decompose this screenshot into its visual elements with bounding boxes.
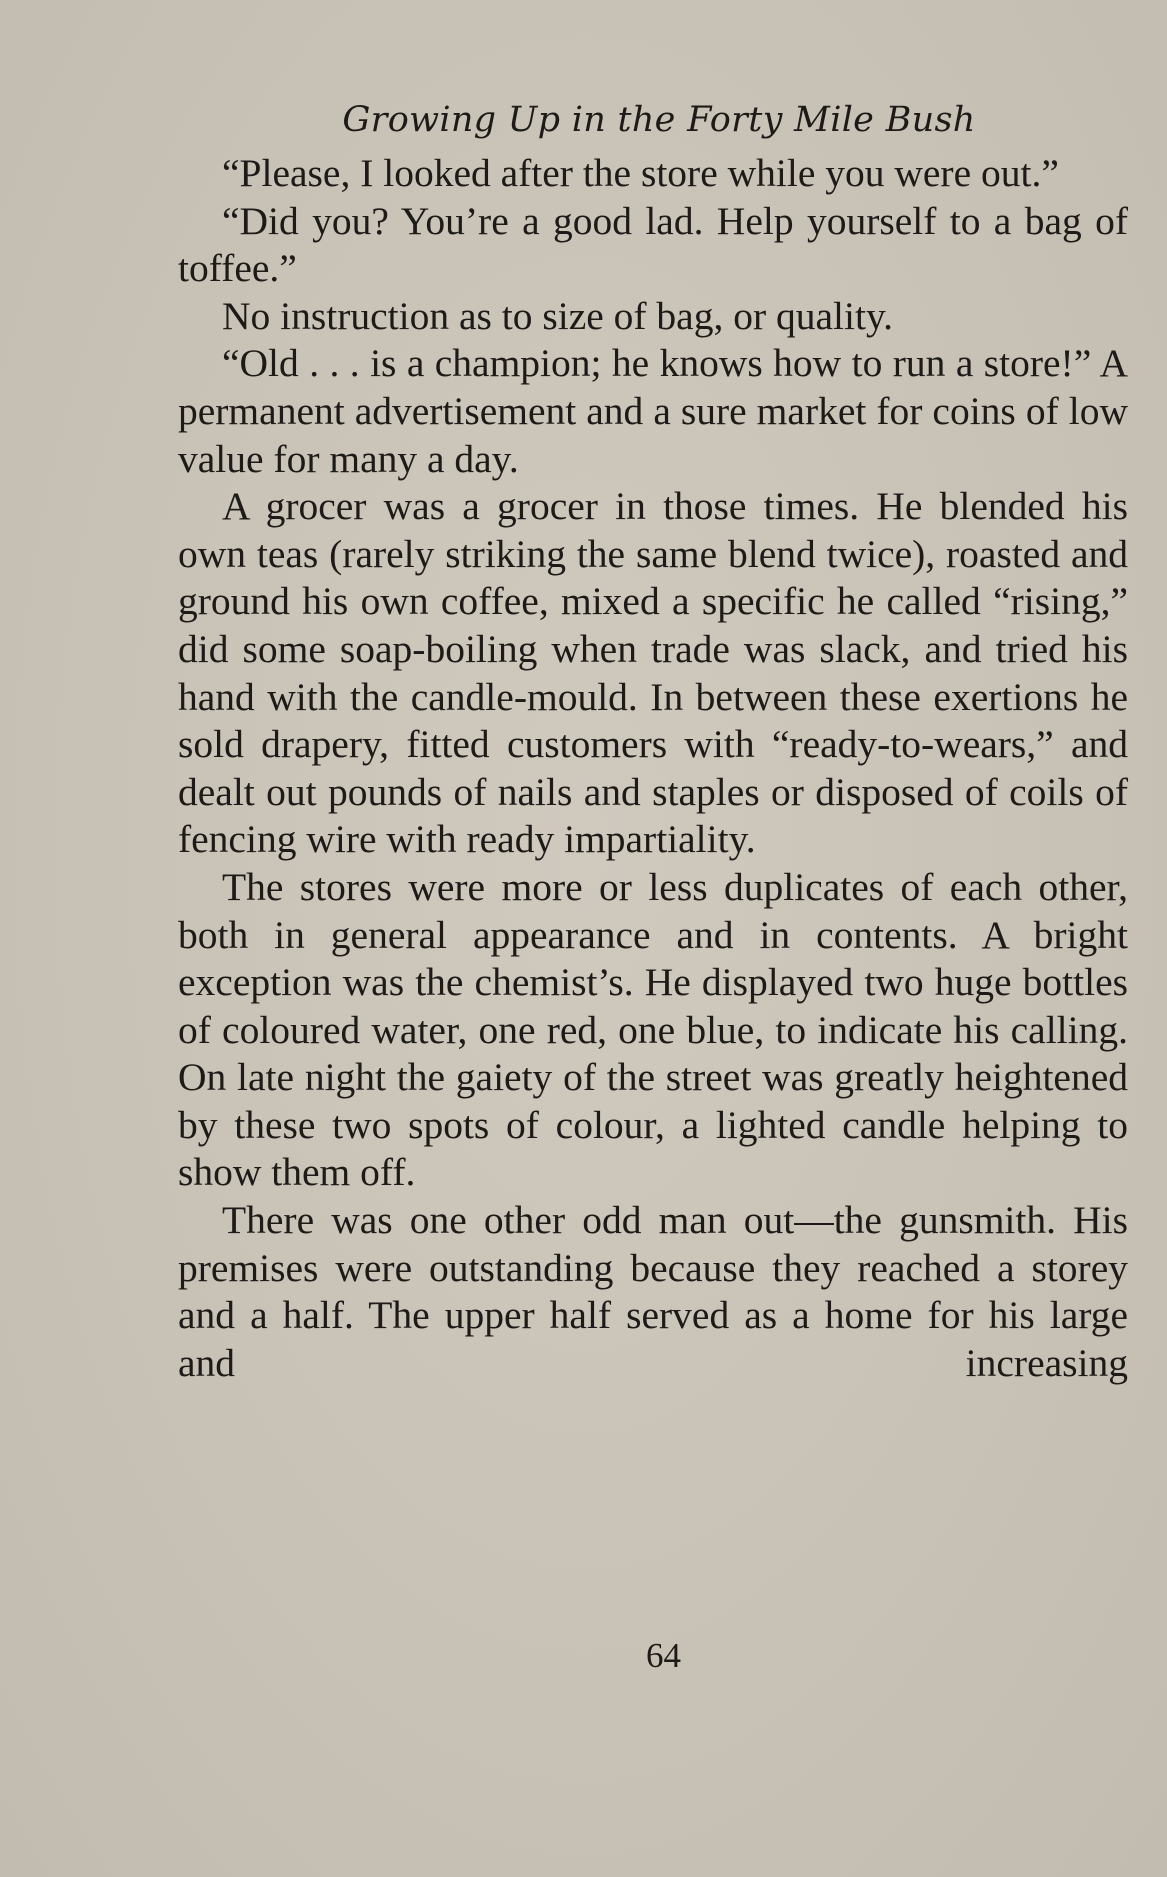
page-number: 64 [646, 1636, 681, 1675]
paragraph-6: The stores were more or less duplicates of each other, both in general appearance and in contents. A bright exception was the chemist’s. He displayed two huge bottles of coloured water, one red, one blue, to indicate his calling. On late night the gaiety of the street was greatly heightened by these two spots of colour, a lighted candle helping to show them off. [178, 864, 1128, 1195]
paragraph-3: No instruction as to size of bag, or quality. [222, 293, 893, 338]
running-head: Growing Up in the Forty Mile Bush [342, 100, 976, 140]
paragraph-4: “Old . . . is a champion; he knows how to run a store!” A permanent advertisement and a sure market for coins of low value for many a day. [178, 341, 1128, 481]
book-page [178, 98, 1128, 1387]
paragraph-5: A grocer was a grocer in those times. He blended his own teas (rarely striking the same blend twice), roasted and ground his own coffee, mixed a specific he called “rising,” did some soap-boiling when trade was slack, and tried his hand with the candle-mould. In between these exertions he sold drapery, fitted customers with “ready-to-wears,” and dealt out pounds of nails and staples or disposed of coils of fencing wire with ready impartiality. [178, 484, 1128, 862]
paragraph-7: There was one other odd man out—the gunsmith. His premises were outstanding because they reached a storey and a half. The upper half served as a home for his large and increasing [178, 1198, 1128, 1385]
paragraph-2: “Did you? You’re a good lad. Help yourself to a bag of toffee.” [178, 198, 1128, 291]
paragraph-1: “Please, I looked after the store while you were out.” [222, 151, 1059, 195]
body-text [178, 150, 1128, 1387]
